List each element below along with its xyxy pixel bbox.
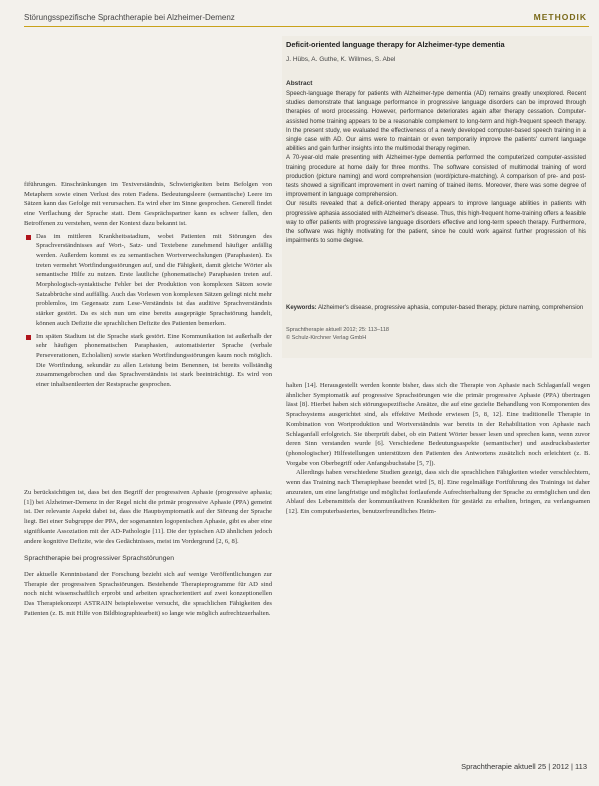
bullet-paragraph: Im späten Stadium ist die Sprache stark gestört. Eine Kommunikation ist außerhalb der sehr häufigen phonematischen Paraphasien, automatisierter Sprache (verbale Perseverationen, Echolalien) sowie starken Wortfindungsstörungen kaum noch möglich. Die Wortfindung, sekundär zu allen Leistung beim Benennen, ist bereits vollständig zusammengebrochen und das Sprachverständnis ist stark beeinträchtigt. Es wird von einer inhaltsentleerten der Restsprache gesprochen. [24, 332, 272, 390]
abstract-paragraph: A 70-year-old male presenting with Alzheimer-type dementia performed the computerized computer-assisted training procedure at home daily for three months. The software consisted of multimodal training of word production (picture naming) and word comprehension (word/picture-matching). A comparison of pre- and post-tests showed a significant improvement in overt naming of trained items. Moreover, there was some degree of improvement in language comprehension. [286, 155, 586, 199]
right-column [286, 381, 590, 517]
keywords-text: Alzheimer's disease, progressive aphasia, computer-based therapy, picture naming, comprehension [318, 305, 584, 311]
abstract-meta [286, 326, 586, 342]
body-paragraph: fiführungen. Einschränkungen im Textverständnis, Schwierigkeiten beim Befolgen von Metaphern sowie einen Verlust des roten Fadens. Bedeutungsleere (semantische) Leere im Sätzen kann das Gefolge mit verursachen. Es wird eher im Sinne gesprochen. Generell findet eine Verflachung der Sprache statt. Dem Gesprächspartner kann es schwer fallen, den Betroffenen zu verstehen, wenn der Kontext dazu bekannt ist. [24, 181, 272, 227]
body-paragraph: halten [14]. Herausgestellt werden konnte bisher, dass sich die Therapie von Aphasie nach Schlaganfall wegen ähnlicher Symptomatik auf progressive Sprachstörungen wie die primär progressive Aphasie (PPA) übertragen lässt [8]. Hierbei haben sich störungsspezifische Ansätze, die auf eine gezielte Behandlung von Komponenten des Sprachsystems ausgerichtet sind, als effektive Methode erwiesen [5, 8, 12]. Eine traditionelle Therapie in Kombination von Wortproduktion und Wortverständnis war bereits in der Rehabilitation von Aphasie nach Schlaganfall erfolgreich. Sie überprüft dabei, ob ein Patient Wörter besser lesen und sprechen kann, wenn zuvor deren Sinn verstanden wurde [6]. Verschiedene Bedeutungsaspekte (semantischer) und ausdrucksbasierter (phonologischer) Hilfestellungen unterstützen den Patienten des Antwortens zusätzlich noch erleichtert (z. B. Vorgabe von Oberbegriff oder Anfangsbuchstabe [5, 7]). [286, 382, 590, 467]
keywords-label: Keywords: [286, 305, 317, 311]
abstract-title: Deficit-oriented language therapy for Alzheimer-type dementia [286, 40, 505, 49]
abstract-keywords [286, 304, 586, 313]
body-paragraph: Der aktuelle Kenntnisstand der Forschung bezieht sich auf wenige Veröffentlichungen zur Therapie der progressiven Sprachstörungen. Bestehende Therapieprogramme für AD sind noch nicht wissenschaftlich erprobt und arbeiten sprachorientiert auf zwei konzeptionellen Das Therapiekonzept ASTRAIN beispielsweise versucht, die sprachlichen Fähigkeiten des Patienten (z. B. mit Hilfe von Bildbiographiearbeit) so lange wie möglich aufrechtzuerhalten. [24, 570, 272, 617]
abstract-authors: J. Hübs, A. Guthe, K. Willmes, S. Abel [286, 56, 396, 63]
citation-line: Sprachtherapie aktuell 2012; 25: 113–118 [286, 327, 390, 333]
left-column-top [24, 180, 272, 390]
abstract-paragraph: Our results revealed that a deficit-oriented therapy appears to improve language abilities in patients with progressive aphasia associated with Alzheimer's disease. Thus, this high-frequent home-training offers a feasible way to offer patients with progressive language disorders effective and long-term speech therapy. Furthermore, the software was highly motivating for the patient, since he could work against further progression of his impairments to some degree. [286, 201, 586, 245]
section-subheading: Sprachtherapie bei progressiver Sprachstörungen [24, 555, 174, 563]
left-column-bottom [24, 488, 272, 618]
running-header: Störungsspezifische Sprachtherapie bei Alzheimer-Demenz [24, 13, 235, 22]
header-rule [24, 26, 589, 27]
abstract-heading: Abstract [286, 80, 313, 87]
page-footer: Sprachtherapie aktuell 25 | 2012 | 113 [461, 762, 587, 771]
abstract-paragraph: Speech-language therapy for patients with Alzheimer-type dementia (AD) remains greatly unexplored. Recent studies demonstrate that language performance in progressive language disorders can be improved through therapies of word processing. However, performance deteriorates again after therapy cessation. Computer-assisted home training appears to be a reasonable complement to long-term and high-frequent speech therapy. In the present study, we evaluated the effectiveness of a newly developed computer-based speech training in a single case with AD. Our aims were to maintain or even temporarily improve the patients' current language abilities and gain further insights into the multimodal therapy regimen. [286, 91, 586, 153]
section-label: METHODIK [533, 12, 587, 22]
body-paragraph: Zu berücksichtigen ist, dass bei den Begriff der progressiven Aphasie (progressive aphasia; [1]) bei Alzheimer-Demenz in der Regel nicht die primär progressive Aphasie (PPA) gemeint ist. Der relevante Aspekt dabei ist, dass die Hauptsymptomatik auf der Störung der Sprache liegt. Bei einer Subgruppe der PPA, der sogenannten logopenischen Aphasie, gibt es aber eine signifikante Assoziation mit der AD-Pathologie [11]. Die der typischen AD ähnlichen jedoch andere kognitive Defizite, wie des Gedächtnisses, meist im Vordergrund [2, 6, 8]. [24, 489, 272, 545]
publisher-line: © Schulz-Kirchner Verlag GmbH [286, 335, 367, 341]
body-paragraph: Allerdings haben verschiedene Studien gezeigt, dass sich die sprachlichen Fähigkeiten wieder verschlechtern, wenn das Training nach Therapiephase beendet wird [5, 8]. Eine regelmäßige Fortführung des Trainings ist daher anzuraten, um eine langfristige und möglichst fortlaufende Aufrechterhaltung der Sprache zu ermöglichen und den Ablauf des Lebensmittels der kommunikativen Krankheiten für gestärkt zu erhalten, bringen, zu verlangsamen [12]. Ein computerbasiertes, benutzerfreundliches Heim- [286, 469, 590, 516]
bullet-paragraph: Das im mittleren Krankheitsstadium, wobei Patienten mit Störungen des Sprachverständnisses auf Wort-, Satz- und Textebene zunehmend häufiger anfällig werden. Außerdem kommt es zu semantischen Wortverwechslungen (Paraphasien). Es treten vermehrt Wortfindungsstörungen auf, und die Fähigkeit, damit gleiche Wörter als semantische Hilfe zu nutzen. Erste lautliche (phonematische) Paraphasien treten auf. Morphologisch-syntaktische Fehler bei der Produktion von komplexen Sätzen sowie Satzabbrüche sind auffällig. Auch das Vorlesen von komplexen Sätzen gelingt nicht mehr problemlos, im Gegensatz zum Lese-Verständnis ist das auditive Sprachverständnis stärker gestört. Da es sich nun um eine bereits ausgeprägte Sprachstörung handelt, können auch Defizite die sprachlichen Defizite des Patienten bemerken. [24, 232, 272, 329]
abstract-body [286, 90, 586, 246]
